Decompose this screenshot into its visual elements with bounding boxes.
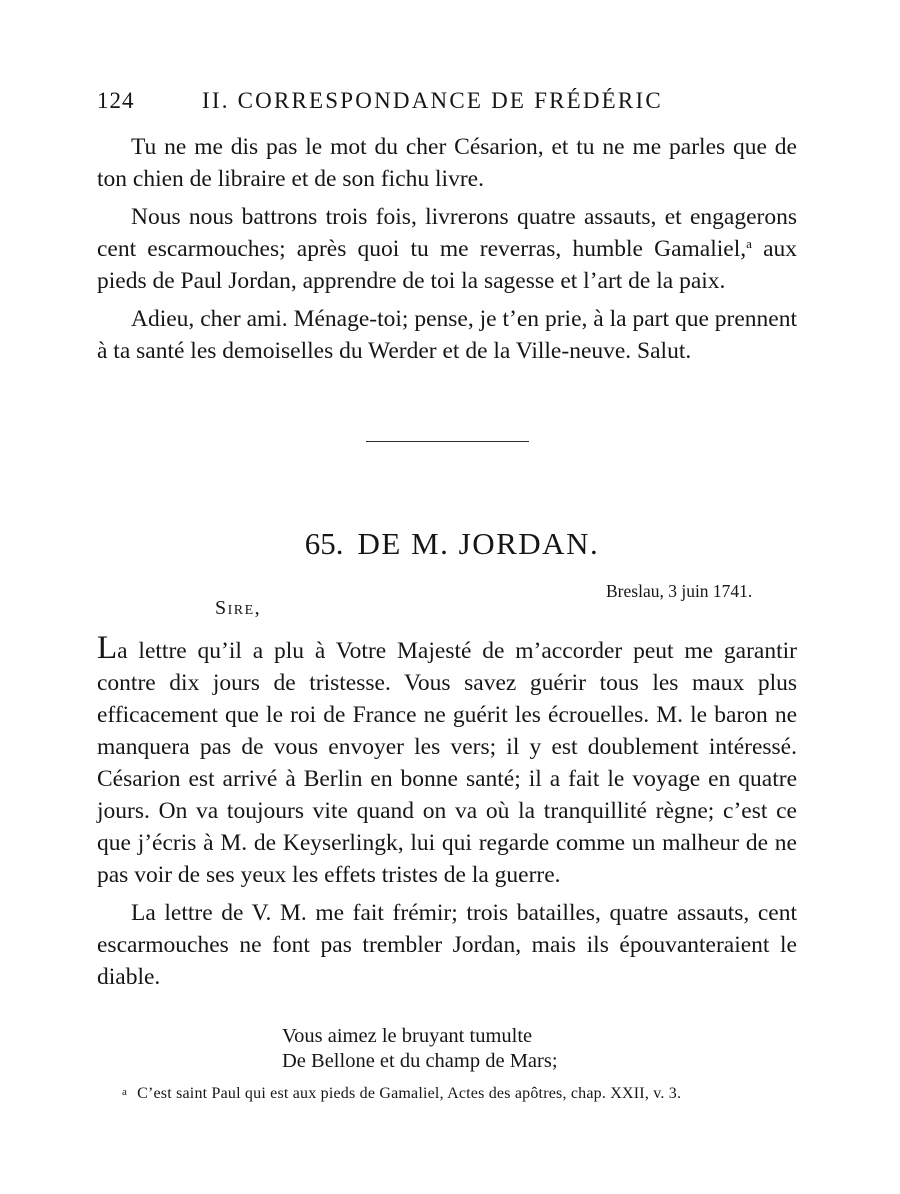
drop-cap: L: [97, 630, 118, 666]
footnote-mark: a: [122, 1086, 128, 1098]
running-head: [97, 88, 697, 120]
verse: [282, 1024, 558, 1074]
verse-line: De Bellone et du champ de Mars;: [282, 1050, 558, 1072]
paragraph: Adieu, cher ami. Ménage-toi; pense, je t’en prie, à la part que prennent à ta santé les demoiselles du Werder et de la Ville-neuve. Salut.: [97, 306, 797, 364]
paragraph-text: Nous nous battrons trois fois, livrerons quatre assauts, et engagerons cent escarmouches; après quoi tu me reverras, humble Gamaliel,: [97, 204, 797, 262]
paragraph-text: a lettre qu’il a plu à Votre Majesté de m’accorder peut me garantir contre dix jours de tristesse. Vous savez guérir tous les maux plus efficacement que le roi de France ne guérit les écrouelles. M. le baron ne manquera pas de vous envoyer les vers; il y est doublement intéressé. Césarion est arrivé à Berlin en bonne santé; il a fait le voyage en quatre jours. On va toujours vite quand on va où la tranquillité règne; c’est ce que j’écris à M. de Keyserlingk, lui qui regarde comme un malheur de ne pas voir de ses yeux les effets tristes de la guerre.: [97, 638, 797, 888]
dateline: Breslau, 3 juin 1741.: [606, 581, 753, 601]
section-divider: [366, 441, 529, 442]
letter-number: 65.: [304, 526, 344, 561]
paragraph: Tu ne me dis pas le mot du cher Césarion, et tu ne me parles que de ton chien de libraire et de son fichu livre.: [97, 134, 797, 192]
letter-title: DE M. JORDAN.: [357, 526, 600, 561]
running-title: II. CORRESPONDANCE DE FRÉDÉRIC: [202, 88, 663, 113]
previous-letter-text: [97, 131, 797, 367]
paragraph: La lettre de V. M. me fait frémir; trois batailles, quatre assauts, cent escarmouches ne font pas trembler Jordan, mais ils épouvanteraient le diable.: [97, 900, 797, 990]
salutation: Sire,: [215, 597, 262, 619]
footnote-text: C’est saint Paul qui est aux pieds de Gamaliel, Actes des apôtres, chap. XXII, v. 3.: [137, 1085, 682, 1102]
footnote-reference[interactable]: a: [746, 236, 752, 251]
paragraph: [97, 201, 797, 297]
footnote: [122, 1085, 681, 1103]
paragraph-text: aux pieds de Paul Jordan, apprendre de toi la sagesse et l’art de la paix.: [97, 236, 797, 294]
verse-line: Vous aimez le bruyant tumulte: [282, 1025, 533, 1047]
letter-text: [97, 630, 797, 993]
letter-heading: [0, 526, 900, 562]
page-number: 124: [97, 88, 135, 113]
paragraph: [97, 630, 797, 891]
